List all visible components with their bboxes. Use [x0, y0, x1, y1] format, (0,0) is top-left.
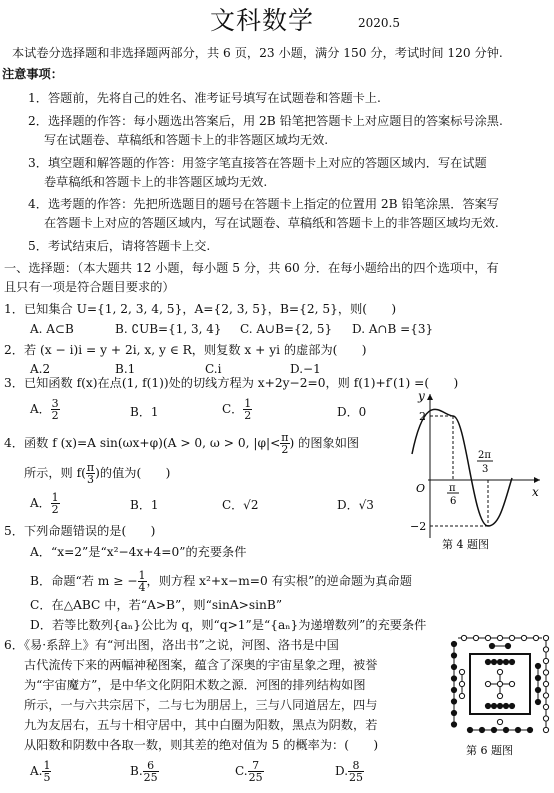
q2-option-a: A.2 [30, 362, 51, 376]
hetu-yang-dot [497, 719, 502, 724]
hetu-yin-dot [479, 727, 484, 732]
hetu-yin-dot [509, 703, 514, 708]
notice-title: 注意事项： [2, 67, 63, 81]
question-2-stem: 2．若 (x − i)i = y + 2i, x, y ∈ R，则复数 x + yi 的虚部为( ) [4, 343, 367, 357]
figure-caption: 第 6 题图 [466, 744, 513, 756]
hetu-yin-dot [489, 643, 494, 648]
question-6-line: 从阳数和阴数中各取一数，则其差的绝对值为 5 的概率为：( ) [24, 738, 379, 752]
hetu-yang-dot [459, 681, 464, 686]
hetu-yang-dot [509, 635, 514, 640]
q6-option-a: A. $\frac{1}{5}$ [30, 759, 51, 784]
fraction: $\frac{6}{25}$ [143, 759, 158, 784]
q2-option-c: C.i [205, 362, 222, 376]
hetu-yin-dot [451, 710, 456, 715]
hetu-yin-dot [535, 663, 540, 668]
notice-item: 3．填空题和解答题的作答：用签字笔直接答在答题卡上对应的答题区域内．写在试题 [28, 156, 487, 170]
fraction: $\frac{1}{2}$ [244, 397, 252, 422]
q4-option-c: C．√2 [222, 498, 259, 512]
q1-option-b: B. ∁UB={1, 3, 4} [115, 322, 222, 336]
question-6-line: 为“宇宙魔方”，是中华文化阴阳术数之源．河图的排列结构如图 [24, 678, 366, 692]
hetu-yang-dot [497, 693, 502, 698]
hetu-yin-dot [503, 703, 508, 708]
y-min-label: −2 [410, 520, 427, 533]
hetu-yin-dot [451, 664, 456, 669]
hetu-yin-dot [491, 703, 496, 708]
fraction: $\frac{7}{25}$ [248, 759, 263, 784]
hetu-yang-dot [497, 635, 502, 640]
tick-pi6-den: 6 [450, 496, 457, 507]
question-6-line: 古代流传下来的两幅神秘图案，蕴含了深奥的宇宙星象之理，被誉 [24, 658, 378, 672]
notice-item: 5．考试结束后，请将答题卡上交. [28, 239, 211, 253]
sine-graph [408, 388, 548, 550]
hetu-diagram [448, 632, 552, 756]
hetu-yin-dot [451, 653, 456, 658]
fraction: $\frac{\pi}{2}$ [281, 431, 289, 456]
q5-option-c: C．在△ABC 中，若“A>B”，则“sinA>sinB” [30, 598, 283, 612]
q1-option-c: C. A∪B={2, 5} [240, 322, 333, 336]
y-axis-label: y [418, 389, 425, 403]
intro-line: 本试卷分选择题和非选择题两部分，共 6 页，23 小题，满分 150 分，考试时间 120 分钟. [12, 46, 503, 60]
section-heading: 一、选择题：（本大题共 12 小题，每小题 5 分，共 60 分．在每小题给出的四个选项中，有 [4, 261, 499, 275]
hetu-yang-dot [473, 635, 478, 640]
question-4-stem: 4．函数 f (x)=A sin(ωx+φ)(A > 0, ω > 0, |φ|< $\frac{\pi}{2}$ ) 的图象如图 [4, 431, 360, 456]
hetu-yin-dot [503, 727, 508, 732]
hetu-yin-dot [451, 699, 456, 704]
tick-2pi3-num: 2π [478, 450, 491, 461]
hetu-yang-dot [497, 681, 502, 686]
q6-option-b: B. $\frac{6}{25}$ [130, 759, 158, 784]
question-3-stem: 3．已知函数 f(x)在点(1, f(1))处的切线方程为 x+2y−2=0，则 f(1)+f′(1) =( ) [4, 376, 459, 390]
hetu-yang-dot [543, 647, 548, 652]
y-axis-arrow [427, 394, 433, 400]
hetu-yang-dot [461, 635, 466, 640]
hetu-yin-dot [467, 727, 472, 732]
hetu-yin-dot [497, 659, 502, 664]
notice-item: 1．答题前，先将自己的姓名、准考证号填写在试题卷和答题卡上. [28, 91, 381, 105]
q4-option-d: D．√3 [337, 498, 374, 512]
hetu-yang-dot [521, 635, 526, 640]
q3-option-d: D．0 [337, 405, 367, 419]
hetu-yang-dot [459, 669, 464, 674]
hetu-yin-dot [505, 643, 510, 648]
fraction: $\frac{8}{25}$ [349, 759, 364, 784]
hetu-yang-dot [543, 704, 548, 709]
hetu-yang-dot [533, 635, 538, 640]
q3-option-a: A． $\frac{3}{2}$ [30, 397, 59, 422]
hetu-yang-dot [485, 635, 490, 640]
q2-option-d: D.−1 [290, 362, 321, 376]
q3-option-c: C． $\frac{1}{2}$ [222, 397, 252, 422]
q3-option-b: B．1 [130, 405, 159, 419]
sine-curve [412, 409, 512, 526]
hetu-yin-dot [485, 659, 490, 664]
hetu-yin-dot [451, 676, 456, 681]
hetu-yang-dot [543, 635, 548, 640]
notice-item: 写在试题卷、草稿纸和答题卡上的非答题区域均无效. [44, 133, 329, 147]
hetu-yin-dot [491, 727, 496, 732]
origin-label: O [416, 482, 426, 495]
q5-option-d: D．若等比数列{aₙ}公比为 q，则“q>1”是“{aₙ}为递增数列”的充要条件 [30, 618, 427, 632]
fraction: $\frac{1}{2}$ [51, 491, 59, 516]
q5-option-a: A．“x=2”是“x²−4x+4=0”的充要条件 [30, 545, 247, 559]
x-axis-label: x [532, 485, 539, 499]
hetu-yang-dot [543, 681, 548, 686]
fraction: $\frac{1}{5}$ [43, 759, 51, 784]
question-1-stem: 1．已知集合 U={1, 2, 3, 4, 5}，A={2, 3, 5}，B={2, 5}，则( ) [4, 302, 397, 316]
hetu-yin-dot [497, 703, 502, 708]
hetu-yin-dot [535, 687, 540, 692]
hetu-yin-dot [451, 722, 456, 727]
notice-item: 2．选择题的作答：每小题选出答案后，用 2B 铅笔把答题卡上对应题目的答案标号涂黑. [28, 114, 503, 128]
fraction: $\frac{3}{2}$ [51, 397, 59, 422]
fraction: $\frac{\pi}{3}$ [86, 461, 95, 486]
q6-option-d: D. $\frac{8}{25}$ [335, 759, 364, 784]
hetu-yin-dot [451, 687, 456, 692]
hetu-yin-dot [509, 659, 514, 664]
hetu-yang-dot [485, 681, 490, 686]
tick-pi6-num: π [449, 483, 456, 494]
question-6-line: 6．《易·系辞上》有“河出图，洛出书”之说，河图、洛书是中国 [4, 638, 339, 652]
y-max-label: 2 [419, 410, 426, 423]
question-4-line2: 所示，则 f( $\frac{\pi}{3}$ )的值为( ) [24, 461, 171, 486]
question-6-line: 九为友居右，五与十相守居中，其中白圈为阳数，黑点为阴数，若 [24, 718, 378, 732]
hetu-yang-dot [543, 727, 548, 732]
q4-option-b: B．1 [130, 498, 159, 512]
notice-item: 4．选考题的作答：先把所选题目的题号在答题卡上指定的位置用 2B 铅笔涂黑．答案写 [28, 197, 499, 211]
hetu-yang-dot [543, 716, 548, 721]
hetu-yang-dot [509, 681, 514, 686]
exam-date: 2020.5 [358, 16, 400, 30]
notice-item: 在答题卡上对应的答题区域内，写在试题卷、草稿纸和答题卡上的非答题区域均无效. [44, 216, 499, 230]
tick-2pi3-den: 3 [482, 464, 489, 475]
hetu-yin-dot [535, 675, 540, 680]
hetu-yang-dot [497, 669, 502, 674]
hetu-yang-dot [543, 658, 548, 663]
hetu-yang-dot [543, 670, 548, 675]
q1-option-a: A. A⊂B [30, 322, 74, 336]
hetu-yin-dot [515, 727, 520, 732]
q6-option-c: C. $\frac{7}{25}$ [235, 759, 263, 784]
q2-option-b: B.1 [115, 362, 136, 376]
hetu-marks [451, 635, 548, 732]
hetu-yin-dot [491, 659, 496, 664]
page-title: 文科数学 [210, 6, 315, 35]
question-5-stem: 5．下列命题错误的是( ) [4, 524, 156, 538]
q4-option-a: A． $\frac{1}{2}$ [30, 491, 59, 516]
hetu-yang-dot [459, 693, 464, 698]
hetu-yin-dot [503, 659, 508, 664]
q1-option-d: D. A∩B ={3} [352, 322, 434, 336]
fraction: $\frac{1}{4}$ [138, 569, 146, 594]
q5-option-b: B．命题“若 m ≥ − $\frac{1}{4}$ ，则方程 x²+x−m=0 有实根”的逆命题为真命题 [30, 569, 412, 594]
hetu-yin-dot [535, 699, 540, 704]
hetu-yin-dot [485, 703, 490, 708]
hetu-yin-dot [451, 641, 456, 646]
notice-item: 卷草稿纸和答题卡上的非答题区域均无效. [44, 175, 268, 189]
hetu-yang-dot [543, 693, 548, 698]
x-axis-arrow [534, 477, 540, 483]
question-6-line: 所示，一与六共宗居下，二与七为朋居上，三与八同道居左，四与 [24, 698, 378, 712]
hetu-yin-dot [527, 727, 532, 732]
figure-caption: 第 4 题图 [442, 538, 489, 550]
section-heading-cont: 且只有一项是符合题目要求的） [4, 280, 175, 294]
